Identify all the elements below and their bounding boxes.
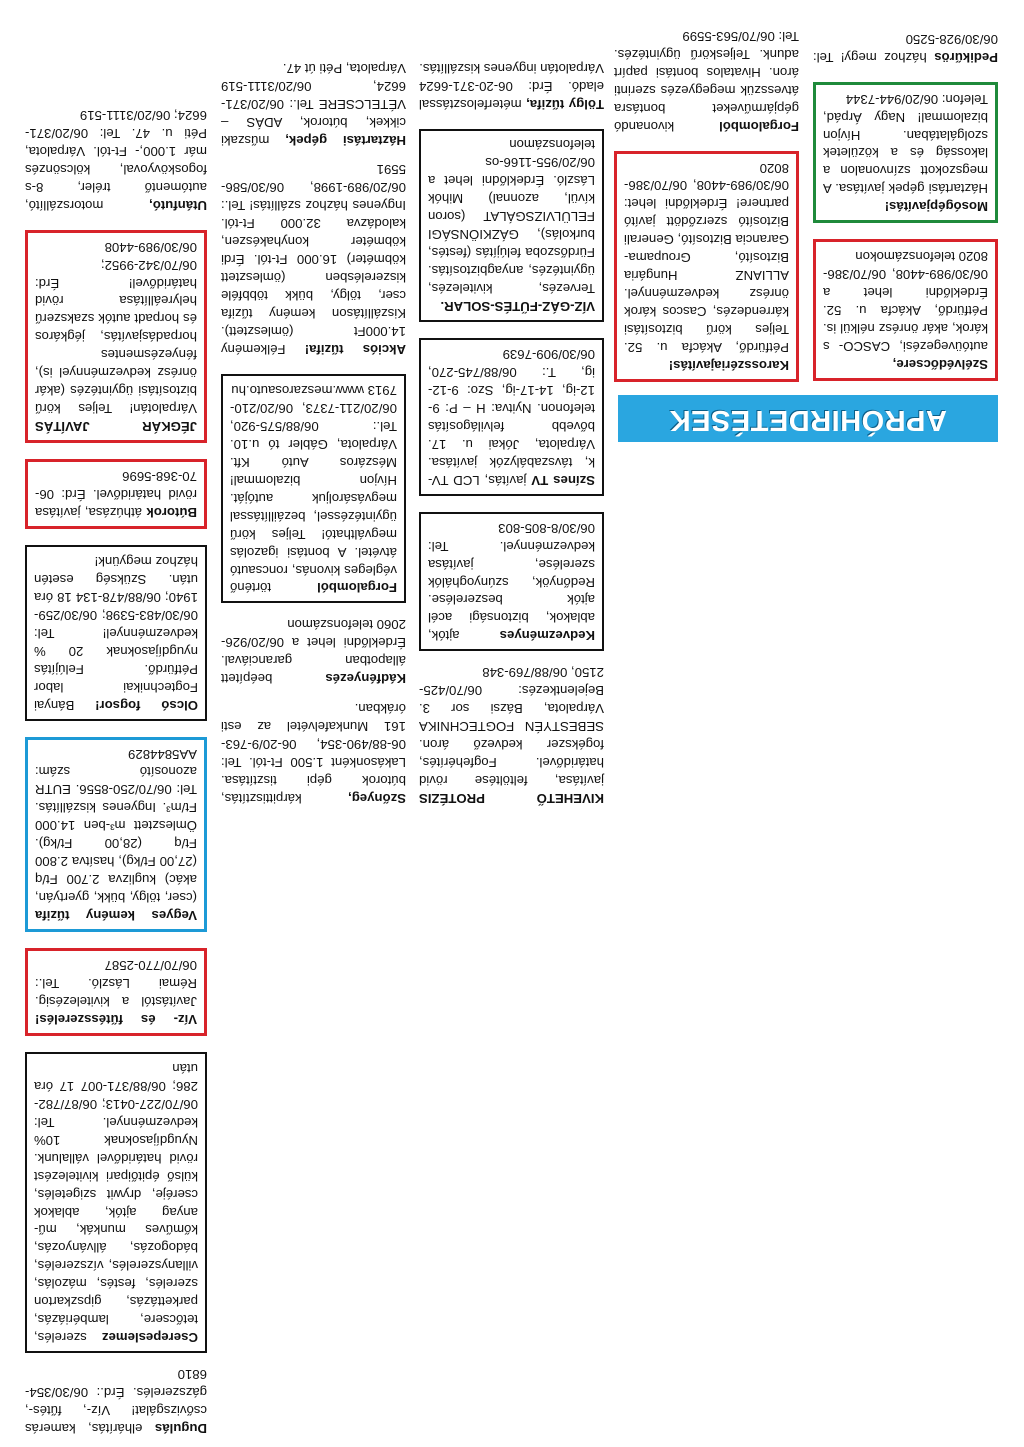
ad-title: Szélvédőcsere, — [892, 357, 988, 372]
ad-box-hail-repair — [25, 230, 207, 443]
ad-title: Forgalomból — [719, 118, 799, 134]
ad-box-scrap-car — [221, 374, 406, 603]
ads-column-4 — [221, 47, 406, 807]
ad-title: Pedikűrös — [934, 49, 998, 65]
ad-box-windshield — [813, 239, 998, 381]
ad-body: ajtók, ablakok, biztonsági acél ajtók beszerelése. Redőnyök, szúnyoghálók szerelése, javítása kedvezménnyel. Tel: 06/30/8-805-803 — [428, 520, 595, 644]
ad-body: műszaki cikkek, bútorok, ADÁS – VÉTELCSERE Tel.: 06/20/371-6624, 06/20/3111-519 Várpalota, Péti út 47. — [221, 60, 406, 148]
ad-plumbing — [428, 136, 595, 316]
ad-box-furniture — [25, 459, 207, 529]
ad-trailer — [25, 106, 207, 214]
ad-title: Színes TV — [531, 472, 595, 488]
ad-title: Olcsó fogsor! — [95, 697, 198, 713]
ad-doors — [428, 519, 595, 645]
ad-box-washing-machine — [813, 82, 998, 224]
ad-body: Várpalotán! Teljes körű biztosítási ügyintézés (akár önrész kedvezménnyel is), fényezésmentes horpadásjavítás, jégkáros és horpadt autók szakszerű helyreállítása rövid határidővel! Érd: 06/70/342-9952; 06/30/989-4408 — [35, 239, 197, 417]
ads-column-5 — [25, 94, 207, 1437]
ad-body: áthúzása, javítása rövid határidővel. Érd: 06-70-368-5696 — [35, 469, 197, 521]
ad-appliances — [221, 59, 406, 149]
ad-bodywork — [624, 159, 789, 374]
ad-box-plumbing — [419, 129, 604, 323]
ad-title: Kedvezményes — [499, 628, 595, 644]
ad-title: Tölgy tűzifa, — [526, 96, 604, 112]
ad-body: történő végleges kivonás, roncsautó átvétel. A bontási igazolás megváltható! Teljes körű ügyintézéssel, bezáillítással megvásároljuk autóját. Hívjon bizalommal! Mészáros Autó Kft. Várpalota, Gábler tó u.10. Tel.: 06/88/575-920, 06/20/211-7373, 06/20/210-7913 www.meszarosauto.hu — [230, 382, 397, 596]
ad-body: autóüvegezési, CASCO- s károk, akár önrész nélkül is. Pétfürdő, Akácfa u. 52. Érdeklődni lehet a 06/30/989-4408, 06/70/386-8020 telefonszámokon — [823, 249, 988, 355]
ad-title: Vegyes kemény tűzifa — [35, 908, 197, 924]
ad-title: Karosszériajavítás! — [668, 358, 789, 373]
ad-body: motorszállító, autómentő tréler, 8-s fogoskövyoval, kölcsönzés már 1.000,- Ft-tól. Várpalota, Péti u. 47. Tel: 06/20/371-6624; 06/20/3111-519 — [25, 107, 207, 213]
ad-body: kárpittisztítás, bútorok gépi tisztítása. Lakásonként 1.500 Ft-tól. Tel: 06-88/490-354, 06-20/9-763-161 Munkafelvétel az esti órákban. — [221, 701, 406, 806]
ad-hail-repair — [35, 238, 197, 435]
ad-firewood-sale — [221, 161, 406, 358]
ad-body: szerelés, tetőcsere, lambériázás, parkettázás, gipszkarton szerelés, festés, mázolás, villanyszerelés, vízszerelés, bádogozás, állványozás, kőműves munkák, mű-anyag ajtók, ablakok cseréje, drywit szigetelés, külső épitőipari kivitelezést rövid határidővel vállalunk. Nyugdíjasoknak 10% kedvezménnyel. Tel: 06/70/227-0413; 06/87/782-286; 06/88/371-007 17 óra után — [34, 1060, 198, 1346]
ad-body: méterfelosztással eladó. Érd: 06-20-371-6624 Várpalotán ingyenes kiszállítás. — [419, 60, 604, 112]
ad-title: Víz- és fűtésszerelés! — [35, 1011, 197, 1027]
ad-scrap-car — [230, 381, 397, 596]
ads-column-3 — [419, 47, 604, 807]
ad-title: Forgalomból — [317, 580, 397, 596]
ad-title: Kádfényezés — [325, 671, 406, 687]
ad-bathtub — [221, 615, 406, 687]
ad-body: Pétfürdő, Akácfa u. 52. Teljes körű biztosítási kárrendezés, Cascos károk önrész kedvezménnyel. ALLIANZ Hungária Biztosító, Groupama-Garancia Biztosító, Generali Biztosító szerződött javító partnere! Érdeklődni lehet: 06/30/989-4408, 06/70/386-8020 — [624, 160, 789, 356]
ad-heating — [35, 956, 197, 1028]
ad-box-heating — [25, 948, 207, 1036]
ad-title: Akciós tűzifa! — [304, 342, 406, 358]
ad-tv — [428, 345, 595, 489]
ad-title: KIVEHETŐ PROTÉZIS — [419, 791, 604, 806]
ad-body: Javítástól a kivitelezésig. Rémai László. Tel.: 06/70/770-2587 — [35, 958, 197, 1009]
ad-title: Utánfutó, — [149, 197, 207, 213]
ad-windshield — [823, 247, 988, 373]
ad-denture — [419, 663, 604, 807]
ad-body: Háztartási gépek javítása. A megszokott színvonalon a lakosság és a közületek szolgálatában. Hívjon bizalommal! Nagy Árpád, Telefon: 06/20/944-7344 — [823, 91, 988, 197]
ad-body: Tervezés, kivitelezés, ügyintézés, anyagbiztosítás. Fürdőszoba felújítás (festés, burkolás), GÁZKIÖNSÁGI FELÜLVIZSGÁLAT (soron kívül, azonnal) Mihók László. Érdeklődni lehet a 06/20/955-1166-os telefonszámon — [428, 137, 595, 297]
ad-drain — [25, 1365, 207, 1437]
ad-body: kivonandó gépjárműveket bontásra átvesszük megegyezés szerinti áron. Hivatalos bontási papírt adunk. Teljeskörű ügyintézés. Tel: 06/70/563-5599 — [614, 28, 799, 134]
ad-box-dentures-cheap — [25, 545, 207, 721]
ad-title: Cserepeslemez — [101, 1330, 198, 1346]
ad-pedicure — [813, 30, 998, 66]
ad-title: Szőnyeg, — [348, 791, 406, 806]
ad-oak-firewood — [419, 59, 604, 113]
section-banner: APRÓHIRDETÉSEK — [618, 395, 998, 442]
ad-box-bodywork — [614, 151, 799, 382]
ad-body: Félkemény 14.000Ft (ömlesztett). Kiszállításon kemény tűzifa cser, tölgy, bükk többféle kiszerelésben (ömlesztett köbméter) 16.000 Ft-tól. Érdi köbméter konyhakészen, kalodázva 32.000 Ft-tól. Ingyenes házhoz szállítás! Tel.: 06/20/989-1998, 06/30/586-5591 — [221, 162, 406, 358]
ad-body: javítása, feltöltése rövid határidővel. Fogfehérítés, fogékszer kedvező áron. SEBESTYÉN FOGTECHNIKA Várpalota, Bázsi sor 3. Bejelentkezés: 06/70/425-2150, 06/88/769-348 — [419, 665, 604, 789]
ad-title: VÍZ-GÁZ-FŰTÉS-SOLAR. — [440, 299, 595, 315]
ad-mixed-firewood — [35, 745, 197, 925]
ad-title: Bútorok — [146, 505, 197, 521]
ad-washing-machine — [823, 90, 988, 216]
ad-decommission — [614, 27, 799, 135]
ad-title: JÉGKÁR JAVÍTÁS — [35, 419, 197, 435]
ad-box-tv — [419, 338, 604, 496]
ad-construction — [34, 1059, 198, 1346]
ad-box-doors — [419, 512, 604, 652]
ad-body: házhoz megy! Tel: 06/30/928-5250 — [812, 31, 998, 65]
ad-dentures-cheap — [34, 552, 198, 714]
ad-body: (cser, tölgy, bükk, gyertyán, akác) kuglizva 2.700 Ft/q (27,00 Ft/kg), hasítva 2.800 Ft/q (28,00 Ft/kg). Ömlesztett m³-ben 14.000 Ft/m³. Ingyenes kiszállítás. Tel: 06/70/250-8556. EUTR azonosító szám: AA5844829 — [35, 746, 197, 906]
ad-title: Mosógépjavítás! — [884, 199, 988, 215]
ad-box-mixed-firewood — [25, 737, 207, 933]
ad-carpet — [221, 699, 406, 807]
ad-body: beépített állapotban garanciával. Érdeklődni lehet a 06/20/926-2060 telefonszámon — [221, 617, 406, 687]
ad-body: javítás, LCD TV-k, távszabályzók javítása. Várpalota, Jókai u. 17. bővebb felvilágosítás telefonon. Nyitva: H – P: 9-12-ig, 14-17-ig, Szo: 9-12-ig, T.: 06/88/745-270, 06/30/909-7639 — [428, 347, 595, 488]
ads-column-2 — [614, 15, 799, 382]
ad-box-construction — [25, 1052, 207, 1353]
ad-title: Háztartási gépek, — [285, 132, 406, 148]
ad-body: Bányai Fogtechnikai labor Pétfürdő. Felújítás nyugdíjasoknak 20 % kedvezménnyel! Tel: 06/30/483-5398; 06/30/259-1940; 06/88/478-134 18 óra után. Szükség esetén házhoz megyünk! — [34, 553, 198, 713]
ad-title: Dugulás — [154, 1421, 207, 1436]
ad-furniture — [35, 467, 197, 521]
ad-body: elhárítás, kamerás csővizsgálat! Víz-, fűtés-, gázszerelés. Érd.: 06/30/354-6810 — [25, 1367, 207, 1436]
